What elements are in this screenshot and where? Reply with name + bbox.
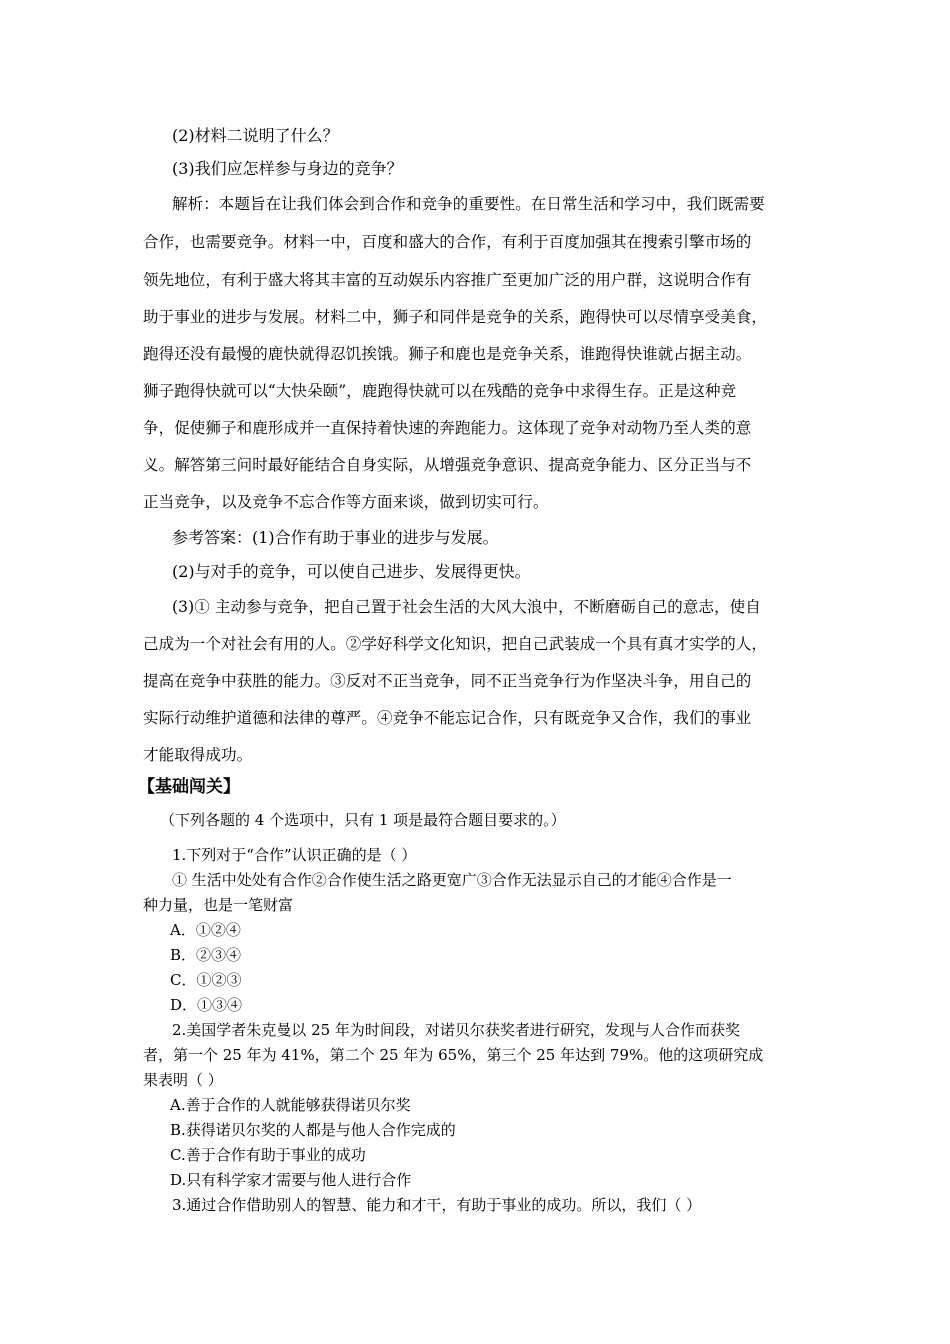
answer-2-text: (2)与对手的竞争，可以使自己进步、发展得更快。 (172, 562, 531, 581)
section-title: 【基础闯关】 (138, 777, 240, 797)
answer-3-line: 实际行动维护道德和法律的尊严。④竞争不能忘记合作，只有既竞争又合作，我们的事业 (143, 709, 752, 727)
question-stem: 1.下列对于“合作”认识正确的是（ ） (172, 846, 417, 864)
answer-3-line: 己成为一个对社会有用的人。②学好科学文化知识，把自己武装成一个具有真才实学的人， (143, 635, 768, 653)
answer-3-line: 提高在竞争中获胜的能力。③反对不正当竞争，同不正当竞争行为作坚决斗争，用自己的 (143, 672, 752, 690)
question-stem-line: 2.美国学者朱克曼以 25 年为时间段，对诺贝尔获奖者进行研究，发现与人合作而获奖 (172, 1021, 740, 1039)
answer-3-line: (3)① 主动参与竞争，把自己置于社会生活的大风大浪中，不断磨砺自己的意志，使自 (172, 598, 761, 616)
option-d: D．①③④ (170, 996, 243, 1014)
option-c: C．①②③ (170, 971, 242, 989)
question-content-line: ① 生活中处处有合作②合作使生活之路更宽广③合作无法显示自己的才能④合作是一 (172, 871, 732, 889)
answer-3-line: 才能取得成功。 (143, 746, 253, 764)
option-b: B．②③④ (170, 946, 242, 964)
question-stem-line: 果表明（ ） (143, 1071, 223, 1089)
question-content-line: 种力量，也是一笔财富 (143, 896, 294, 914)
option-b: B.获得诺贝尔奖的人都是与他人合作完成的 (170, 1121, 456, 1139)
analysis-line: 狮子跑得快就可以“大快朵颐”，鹿跑得快就可以在残酷的竞争中求得生存。正是这种竞 (143, 382, 737, 400)
option-a: A．①②④ (170, 921, 241, 939)
section-note: （下列各题的 4 个选项中，只有 1 项是最符合题目要求的。） (160, 811, 566, 829)
option-d: D.只有科学家才需要与他人进行合作 (170, 1171, 412, 1189)
option-c: C.善于合作有助于事业的成功 (170, 1146, 366, 1164)
analysis-line: 解析：本题旨在让我们体会到合作和竞争的重要性。在日常生活和学习中，我们既需要 (172, 195, 765, 213)
question-stem: 3.通过合作借助别人的智慧、能力和才干，有助于事业的成功。所以，我们（ ） (172, 1196, 702, 1214)
analysis-line: 争，促使狮子和鹿形成并一直保持着快速的奔跑能力。这体现了竞争对动物乃至人类的意 (143, 419, 752, 437)
analysis-line: 义。解答第三问时最好能结合自身实际，从增强竞争意识、提高竞争能力、区分正当与不 (143, 456, 752, 474)
option-a: A.善于合作的人就能够获得诺贝尔奖 (170, 1096, 411, 1114)
analysis-line: 领先地位，有利于盛大将其丰富的互动娱乐内容推广至更加广泛的用户群，这说明合作有 (143, 271, 752, 289)
analysis-line: 合作，也需要竞争。材料一中，百度和盛大的合作，有利于百度加强其在搜索引擎市场的 (143, 233, 752, 251)
question-stem-line: 者，第一个 25 年为 41%，第二个 25 年为 65%，第三个 25 年达到 79%。他的这项研究成 (143, 1046, 764, 1064)
analysis-line: 助于事业的进步与发展。材料二中，狮子和同伴是竞争的关系，跑得快可以尽情享受美食， (143, 308, 768, 326)
analysis-line: 跑得还没有最慢的鹿快就得忍饥挨饿。狮子和鹿也是竞争关系，谁跑得快谁就占据主动。 (143, 345, 752, 363)
question-2-text: (2)材料二说明了什么？ (172, 126, 339, 145)
answer-1-text: 参考答案：(1)合作有助于事业的进步与发展。 (172, 528, 499, 547)
analysis-line: 正当竞争，以及竞争不忘合作等方面来谈，做到切实可行。 (143, 493, 549, 511)
question-3-text: (3)我们应怎样参与身边的竞争？ (172, 159, 403, 178)
